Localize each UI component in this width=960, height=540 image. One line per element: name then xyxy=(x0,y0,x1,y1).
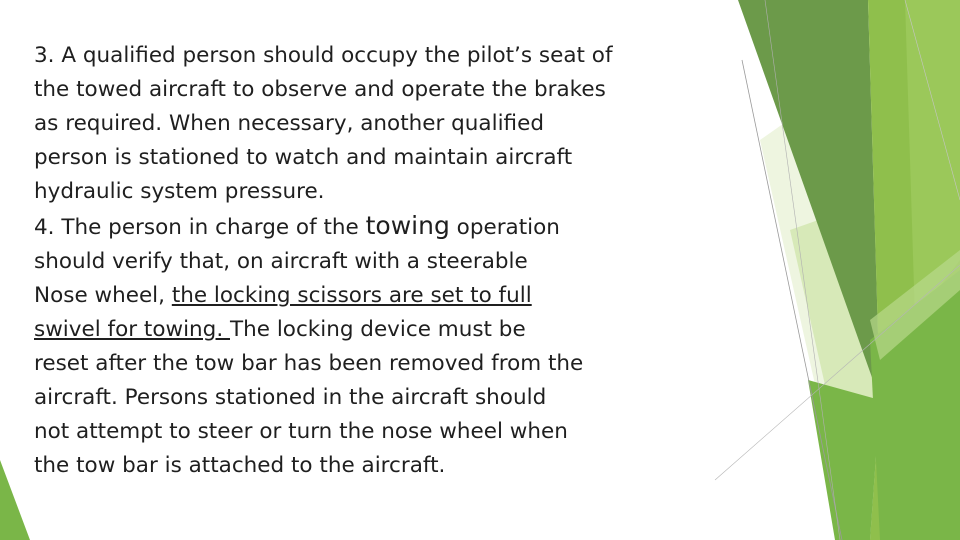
text-line: not attempt to steer or turn the nose wheel when xyxy=(34,419,568,444)
green-lower-facet xyxy=(808,380,880,540)
text-line xyxy=(34,209,734,245)
text-line: reset after the tow bar has been removed from the xyxy=(34,351,584,376)
text-line: 3. A qualified person should occupy the pilot’s seat of xyxy=(34,43,613,68)
text-line: person is stationed to watch and maintain aircraft xyxy=(34,145,573,170)
text-line: the towed aircraft to observe and operate the brakes xyxy=(34,77,606,102)
text-segment: The locking device must be xyxy=(230,317,526,342)
emphasized-word: towing xyxy=(365,211,450,240)
text-line xyxy=(34,279,734,313)
text-line: aircraft. Persons stationed in the aircraft should xyxy=(34,385,547,410)
underlined-text: swivel for towing. xyxy=(34,317,230,342)
text-line xyxy=(34,313,734,347)
body-text xyxy=(34,39,734,483)
bottom-left-facet xyxy=(0,460,30,540)
text-line: as required. When necessary, another qualified xyxy=(34,111,544,136)
text-segment: operation xyxy=(449,215,560,240)
text-line: should verify that, on aircraft with a steerable xyxy=(34,249,528,274)
underlined-text: the locking scissors are set to full xyxy=(171,283,532,308)
text-line: the tow bar is attached to the aircraft. xyxy=(34,453,446,478)
text-line: hydraulic system pressure. xyxy=(34,179,325,204)
text-segment: 4. The person in charge of the xyxy=(34,215,366,240)
text-segment: Nose wheel, xyxy=(34,283,172,308)
